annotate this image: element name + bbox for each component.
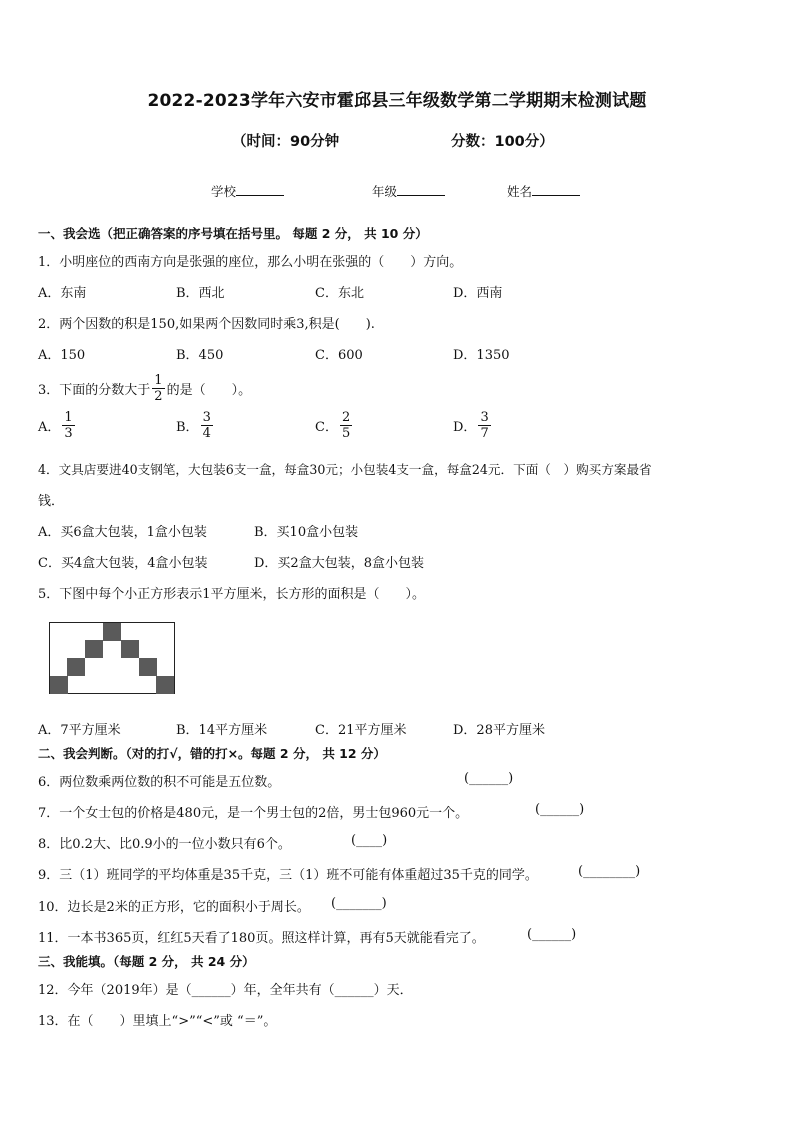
grid-square [67,658,85,676]
q4-option-c: C．买4盒大包装，4盒小包装 [38,556,208,571]
question-7: 7．一个女士包的价格是480元，是一个男士包的2倍，男士包960元一个。 [38,806,469,821]
option-fraction [340,410,352,441]
school-field[interactable] [211,182,284,200]
option-fraction [478,410,490,441]
q2-option-b: B．450 [176,348,224,363]
option-label: A． [38,420,61,435]
question-8: 8．比0.2大、比0.9小的一位小数只有6个。 [38,837,291,852]
question-4-line2: 钱． [38,494,65,509]
q1-option-a: A．东南 [38,286,87,301]
question-13: 13．在（ ）里填上“>”“<”或 “＝”。 [38,1014,277,1029]
question-6: 6．两位数乘两位数的积不可能是五位数。 [38,775,281,790]
q3-option-d [453,410,493,441]
question-3 [38,373,251,404]
fraction-numerator: 2 [341,410,351,425]
section2-heading: 二、我会判断。（对的打√，错的打×。每题 2 分， 共 12 分） [38,746,386,761]
q2-option-c: C．600 [315,348,363,363]
q4-option-b: B．买10盒小包装 [254,525,359,540]
q4-option-d: D．买2盒大包装，8盒小包装 [254,556,424,571]
q9-answer-blank[interactable]: (________) [578,864,641,879]
option-label: B． [176,420,199,435]
grid-square [121,640,139,658]
question-1: 1．小明座位的西南方向是张强的座位，那么小明在张强的（ ）方向。 [38,255,463,270]
question-9: 9．三（1）班同学的平均体重是35千克，三（1）班不可能有体重超过35千克的同学。 [38,868,538,883]
q3-stem-pre: 3．下面的分数大于 [38,383,151,398]
q1-option-d: D．西南 [453,286,503,301]
fraction-numerator: 3 [480,410,489,425]
exam-time: （时间：90分钟 [232,134,340,150]
q3-stem-post: 的是（ ）。 [166,383,252,398]
question-11: 11．一本书365页，红红5天看了180页。照这样计算，再有5天就能看完了。 [38,931,485,946]
grid-square [156,676,174,694]
fraction-denominator: 2 [154,389,163,404]
q7-answer-blank[interactable]: (______) [535,802,585,817]
q8-answer-blank[interactable]: (____) [351,833,388,848]
grade-blank[interactable] [397,183,445,196]
exam-score: 分数：100分） [451,134,554,150]
option-label: D． [453,420,477,435]
name-label: 姓名 [507,184,533,199]
q3-option-a [38,410,77,441]
q5-option-b: B．14平方厘米 [176,723,268,738]
grade-label: 年级 [372,184,398,199]
q1-option-c: C．东北 [315,286,364,301]
fraction-numerator: 1 [154,373,163,388]
grade-field[interactable] [372,182,445,200]
option-fraction [62,410,74,441]
option-fraction [201,410,213,441]
q4-option-a: A．买6盒大包装，1盒小包装 [38,525,207,540]
q3-stem-fraction [152,373,164,404]
question-12: 12．今年（2019年）是（______）年，全年共有（______）天． [38,983,413,998]
q5-option-a: A．7平方厘米 [38,723,121,738]
school-blank[interactable] [236,183,284,196]
q3-option-b [176,410,215,441]
grid-square [50,676,68,694]
grid-square [85,640,103,658]
question-4-line1: 4．文具店要进40支钢笔，大包装6支一盒，每盒30元；小包装4支一盒，每盒24元．下面（ ）购买方案最省 [38,462,652,477]
question-10: 10．边长是2米的正方形，它的面积小于周长。 [38,900,310,915]
question-5: 5．下图中每个小正方形表示1平方厘米，长方形的面积是（ ）。 [38,587,426,602]
fraction-denominator: 4 [202,426,211,441]
section3-heading: 三、我能填。（每题 2 分， 共 24 分） [38,954,255,969]
q1-option-b: B．西北 [176,286,225,301]
section1-heading: 一、我会选（把正确答案的序号填在括号里。 每题 2 分， 共 10 分） [38,226,428,241]
q11-answer-blank[interactable]: (______) [527,927,577,942]
fraction-denominator: 5 [341,426,351,441]
school-label: 学校 [211,184,237,199]
q5-option-c: C．21平方厘米 [315,723,407,738]
fraction-numerator: 3 [202,410,211,425]
fraction-denominator: 7 [480,426,489,441]
q6-answer-blank[interactable]: (______) [464,771,514,786]
grid-square [139,658,157,676]
name-field[interactable] [507,182,580,200]
q3-option-c [315,410,354,441]
option-label: C． [315,420,338,435]
q10-answer-blank[interactable]: (_______) [331,896,387,911]
name-blank[interactable] [532,183,580,196]
fraction-numerator: 1 [64,410,73,425]
q2-option-d: D．1350 [453,348,510,363]
grid-square [103,623,121,641]
q5-option-d: D．28平方厘米 [453,723,545,738]
question-2: 2．两个因数的积是150,如果两个因数同时乘3,积是( ). [38,317,375,332]
fraction-denominator: 3 [64,426,73,441]
page-title: 2022-2023学年六安市霍邱县三年级数学第二学期期末检测试题 [147,91,647,111]
rectangle-grid-figure [49,622,175,694]
q2-option-a: A．150 [38,348,86,363]
